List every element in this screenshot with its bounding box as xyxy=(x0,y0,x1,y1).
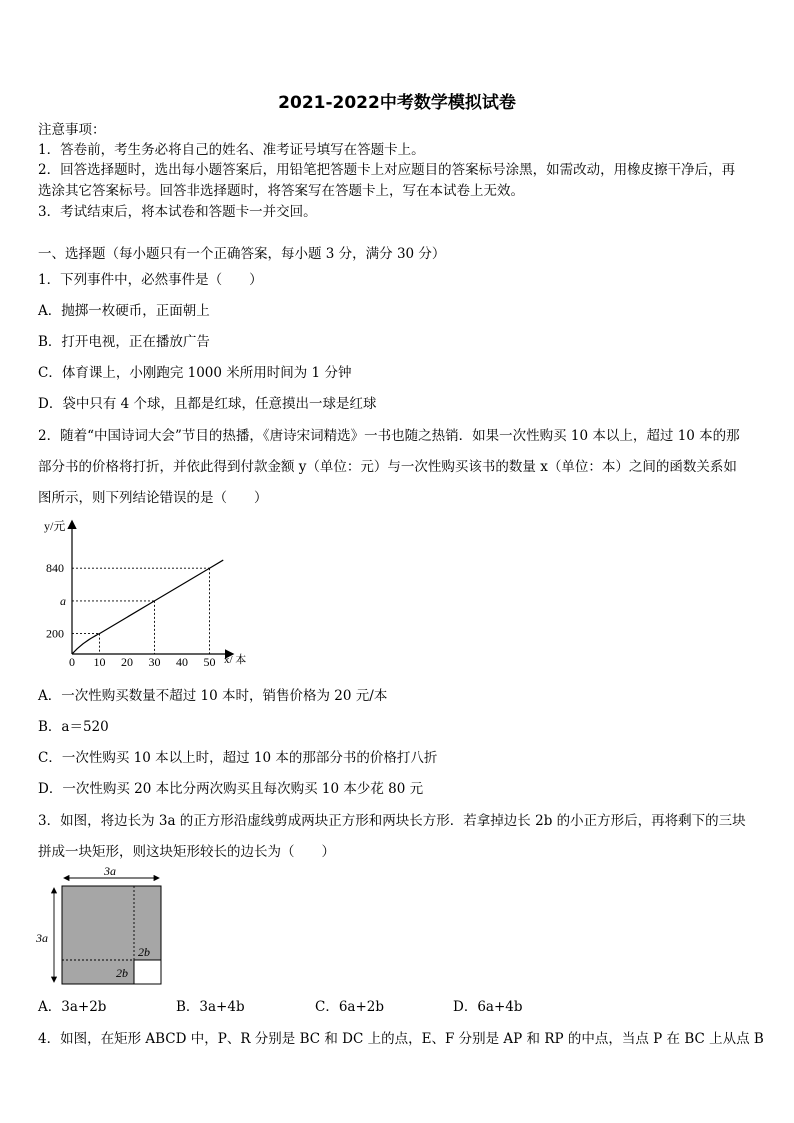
question-3-figure xyxy=(34,864,169,988)
series-line-after-10 xyxy=(100,560,224,634)
notice-item-2-cont: 选涂其它答案标号。回答非选择题时，将答案写在答题卡上，写在本试卷上无效。 xyxy=(38,183,524,199)
x-tick-20: 20 xyxy=(121,655,133,669)
question-3-option-c: C．6a+2b xyxy=(315,999,385,1015)
question-2-option-a: A．一次性购买数量不超过 10 本时，销售价格为 20 元/本 xyxy=(38,688,388,704)
y-tick-840: 840 xyxy=(46,561,64,576)
section-heading: 一、选择题（每小题只有一个正确答案，每小题 3 分，满分 30 分） xyxy=(38,246,446,262)
x-tick-0: 0 xyxy=(69,655,75,669)
question-1-option-d: D．袋中只有 4 个球，且都是红球，任意摸出一球是红球 xyxy=(38,396,377,412)
label-inner-2b-top: 2b xyxy=(138,945,150,959)
question-2-stem-3: 图所示，则下列结论错误的是（ ） xyxy=(38,490,268,506)
label-top-3a: 3a xyxy=(104,864,116,878)
label-inner-2b-left: 2b xyxy=(116,966,128,980)
x-tick-30: 30 xyxy=(148,655,161,669)
question-2-graph xyxy=(38,516,268,671)
notice-heading: 注意事项： xyxy=(38,122,106,138)
question-2-option-c: C．一次性购买 10 本以上时，超过 10 本的那部分书的价格打八折 xyxy=(38,750,438,766)
y-tick-a: a xyxy=(60,593,66,608)
y-tick-200: 200 xyxy=(46,626,64,641)
question-3-stem-2: 拼成一块矩形，则这块矩形较长的边长为（ ） xyxy=(38,844,335,860)
x-tick-40: 40 xyxy=(176,655,188,669)
removed-small-square xyxy=(134,960,161,984)
series-segment-0-10 xyxy=(72,634,100,654)
question-2-option-d: D．一次性购买 20 本比分两次购买且每次购买 10 本少花 80 元 xyxy=(38,781,424,797)
question-3-option-d: D．6a+4b xyxy=(453,999,523,1015)
question-3-stem-1: 3．如图，将边长为 3a 的正方形沿虚线剪成两块正方形和两块长方形．若拿掉边长 2b 的小正方形后，再将剩下的三块 xyxy=(38,813,746,829)
question-1-option-c: C．体育课上，小刚跑完 1000 米所用时间为 1 分钟 xyxy=(38,365,352,381)
x-tick-10: 10 xyxy=(93,655,106,669)
question-3-option-a: A．3a+2b xyxy=(38,999,107,1015)
question-1-stem: 1．下列事件中，必然事件是（ ） xyxy=(38,272,263,288)
question-3-option-b: B．3a+4b xyxy=(176,999,245,1015)
label-left-3a: 3a xyxy=(36,931,48,945)
question-2-option-b: B．a＝520 xyxy=(38,719,109,735)
question-2-stem-2: 部分书的价格将打折，并依此得到付款金额 y（单位：元）与一次性购买该书的数量 x（单位：本）之间的函数关系如 xyxy=(38,459,737,475)
page-title: 2021-2022中考数学模拟试卷 xyxy=(278,93,516,113)
notice-item-1: 1．答卷前，考生务必将自己的姓名、准考证号填写在答题卡上。 xyxy=(38,142,425,158)
notice-item-3: 3．考试结束后，将本试卷和答题卡一并交回。 xyxy=(38,204,317,220)
x-tick-50: 50 xyxy=(203,655,216,669)
notice-item-2: 2．回答选择题时，选出每小题答案后，用铅笔把答题卡上对应题目的答案标号涂黑，如需改动，用橡皮擦干净后，再 xyxy=(38,162,736,178)
question-2-stem-1: 2．随着“中国诗词大会”节目的热播，《唐诗宋词精选》一书也随之热销．如果一次性购买 10 本以上，超过 10 本的那 xyxy=(38,428,740,444)
y-axis-label: y/元 xyxy=(44,519,66,533)
x-axis-label: x/ 本 xyxy=(224,654,247,666)
question-4-stem: 4．如图，在矩形 ABCD 中，P、R 分别是 BC 和 DC 上的点，E、F 分别是 AP 和 RP 的中点，当点 P 在 BC 上从点 B xyxy=(38,1031,764,1047)
question-1-option-a: A．抛掷一枚硬币，正面朝上 xyxy=(38,303,210,319)
question-1-option-b: B．打开电视，正在播放广告 xyxy=(38,334,210,350)
